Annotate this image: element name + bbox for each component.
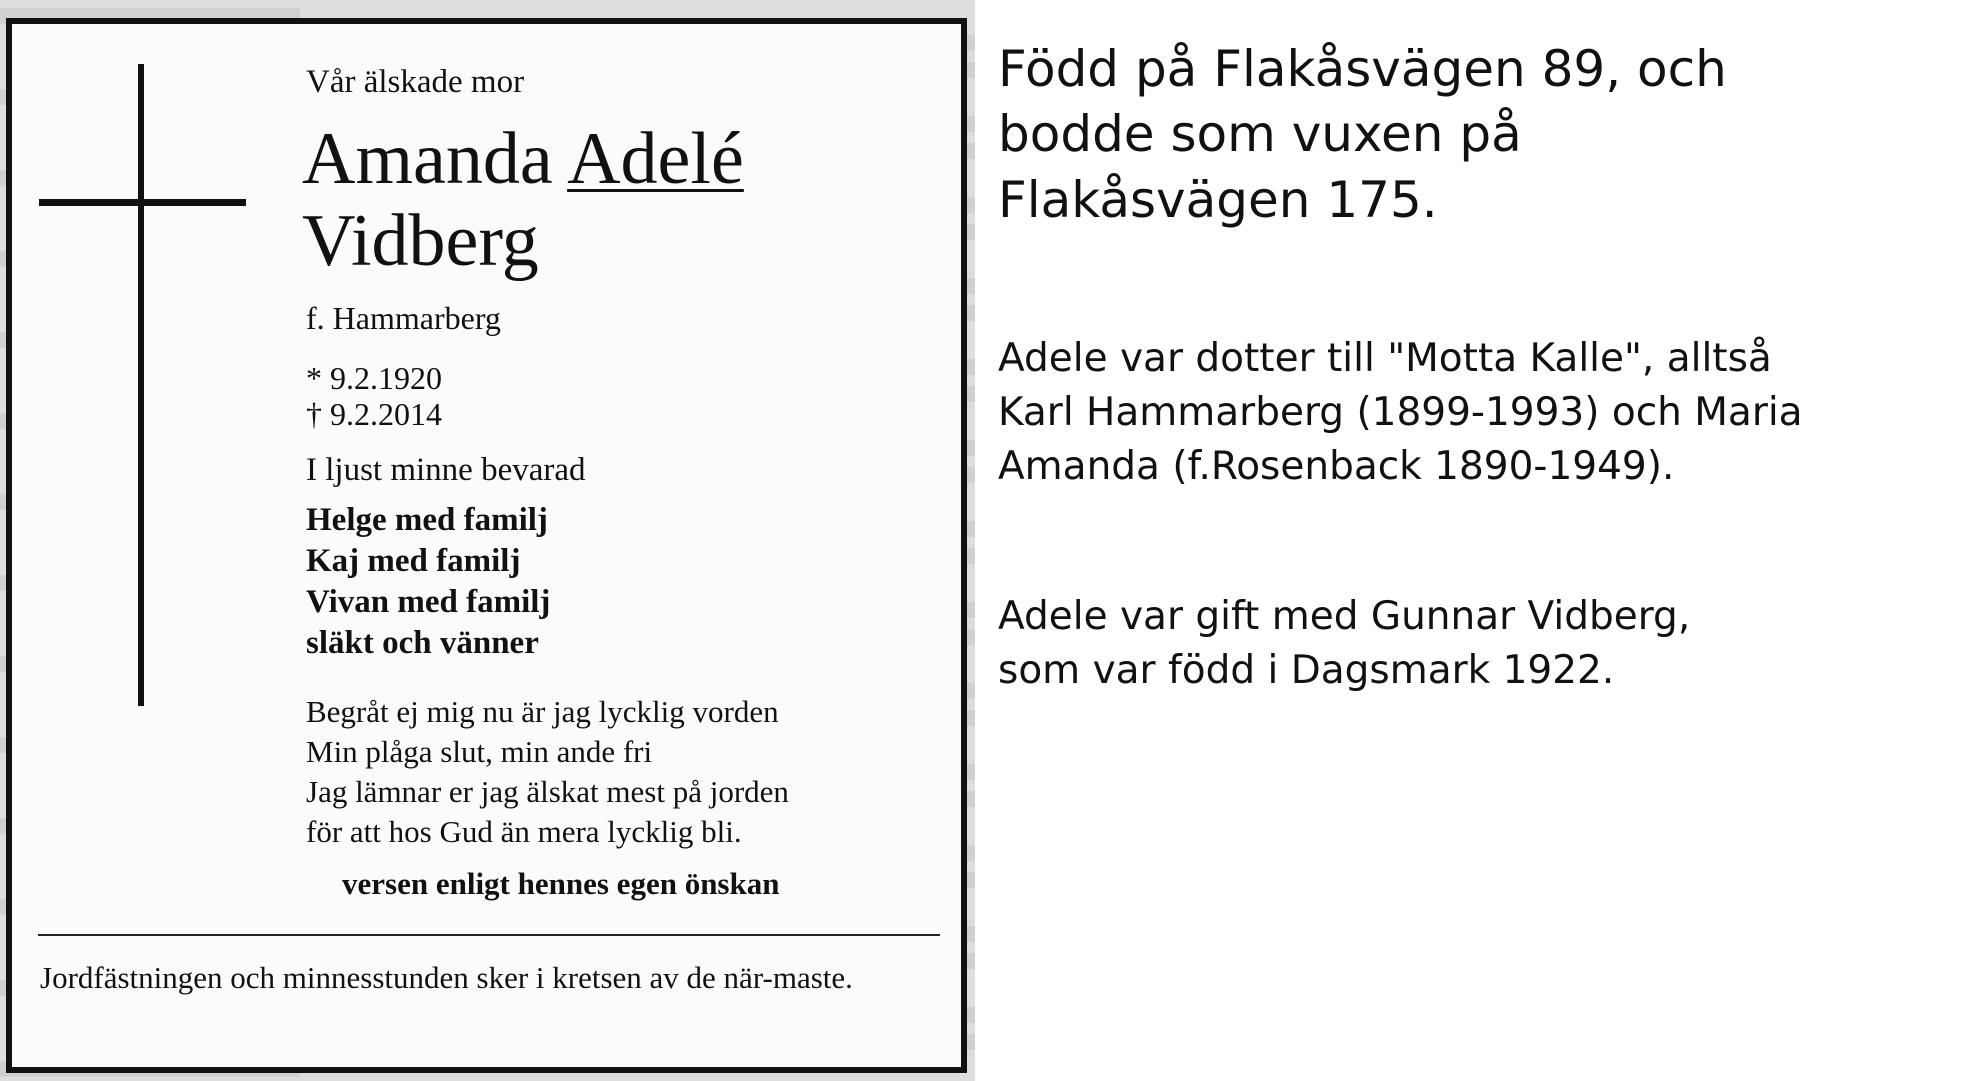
mourner-line: Vivan med familj <box>306 584 551 620</box>
deceased-name-line-1 <box>302 118 744 200</box>
deceased-surname: Vidberg <box>302 200 539 282</box>
verse-line: Jag lämnar er jag älskat mest på jorden <box>306 774 789 809</box>
mourner-line: Helge med familj <box>306 502 548 538</box>
birth-date: * 9.2.1920 <box>306 360 442 396</box>
cross-icon-bar <box>39 199 246 206</box>
parents-note-line: Karl Hammarberg (1899-1993) och Maria <box>998 390 1803 435</box>
verse-line: Min plåga slut, min ande fri <box>306 734 653 769</box>
mourner-line: släkt och vänner <box>306 625 539 661</box>
parents-note-line: Amanda (f.Rosenback 1890-1949). <box>998 444 1675 489</box>
birthplace-note-line: Flakåsvägen 175. <box>998 171 1438 229</box>
maiden-name: f. Hammarberg <box>306 300 501 336</box>
called-name: Adelé <box>567 118 744 200</box>
first-name: Amanda <box>302 118 568 200</box>
newspaper-clipping <box>0 0 975 1081</box>
divider <box>38 934 940 936</box>
mourner-line: Kaj med familj <box>306 543 521 579</box>
death-date: † 9.2.2014 <box>306 396 442 432</box>
verse-line: Begråt ej mig nu är jag lycklig vorden <box>306 694 779 729</box>
spouse-note-line: Adele var gift med Gunnar Vidberg, <box>998 594 1691 639</box>
obituary-intro: Vår älskade mor <box>306 64 525 100</box>
cross-icon <box>138 64 144 706</box>
verse-note: versen enligt hennes egen önskan <box>342 866 780 901</box>
birthplace-note-line: bodde som vuxen på <box>998 105 1522 163</box>
parents-note-line: Adele var dotter till "Motta Kalle", alltså <box>998 336 1772 381</box>
birthplace-note-line: Född på Flakåsvägen 89, och <box>998 40 1727 98</box>
verse-line: för att hos Gud än mera lycklig bli. <box>306 814 742 849</box>
funeral-notice: Jordfästningen och minnesstunden sker i kretsen av de när-maste. <box>40 960 853 995</box>
memory-line: I ljust minne bevarad <box>306 452 586 488</box>
obituary-notice <box>6 18 967 1073</box>
spouse-note-line: som var född i Dagsmark 1922. <box>998 648 1615 693</box>
